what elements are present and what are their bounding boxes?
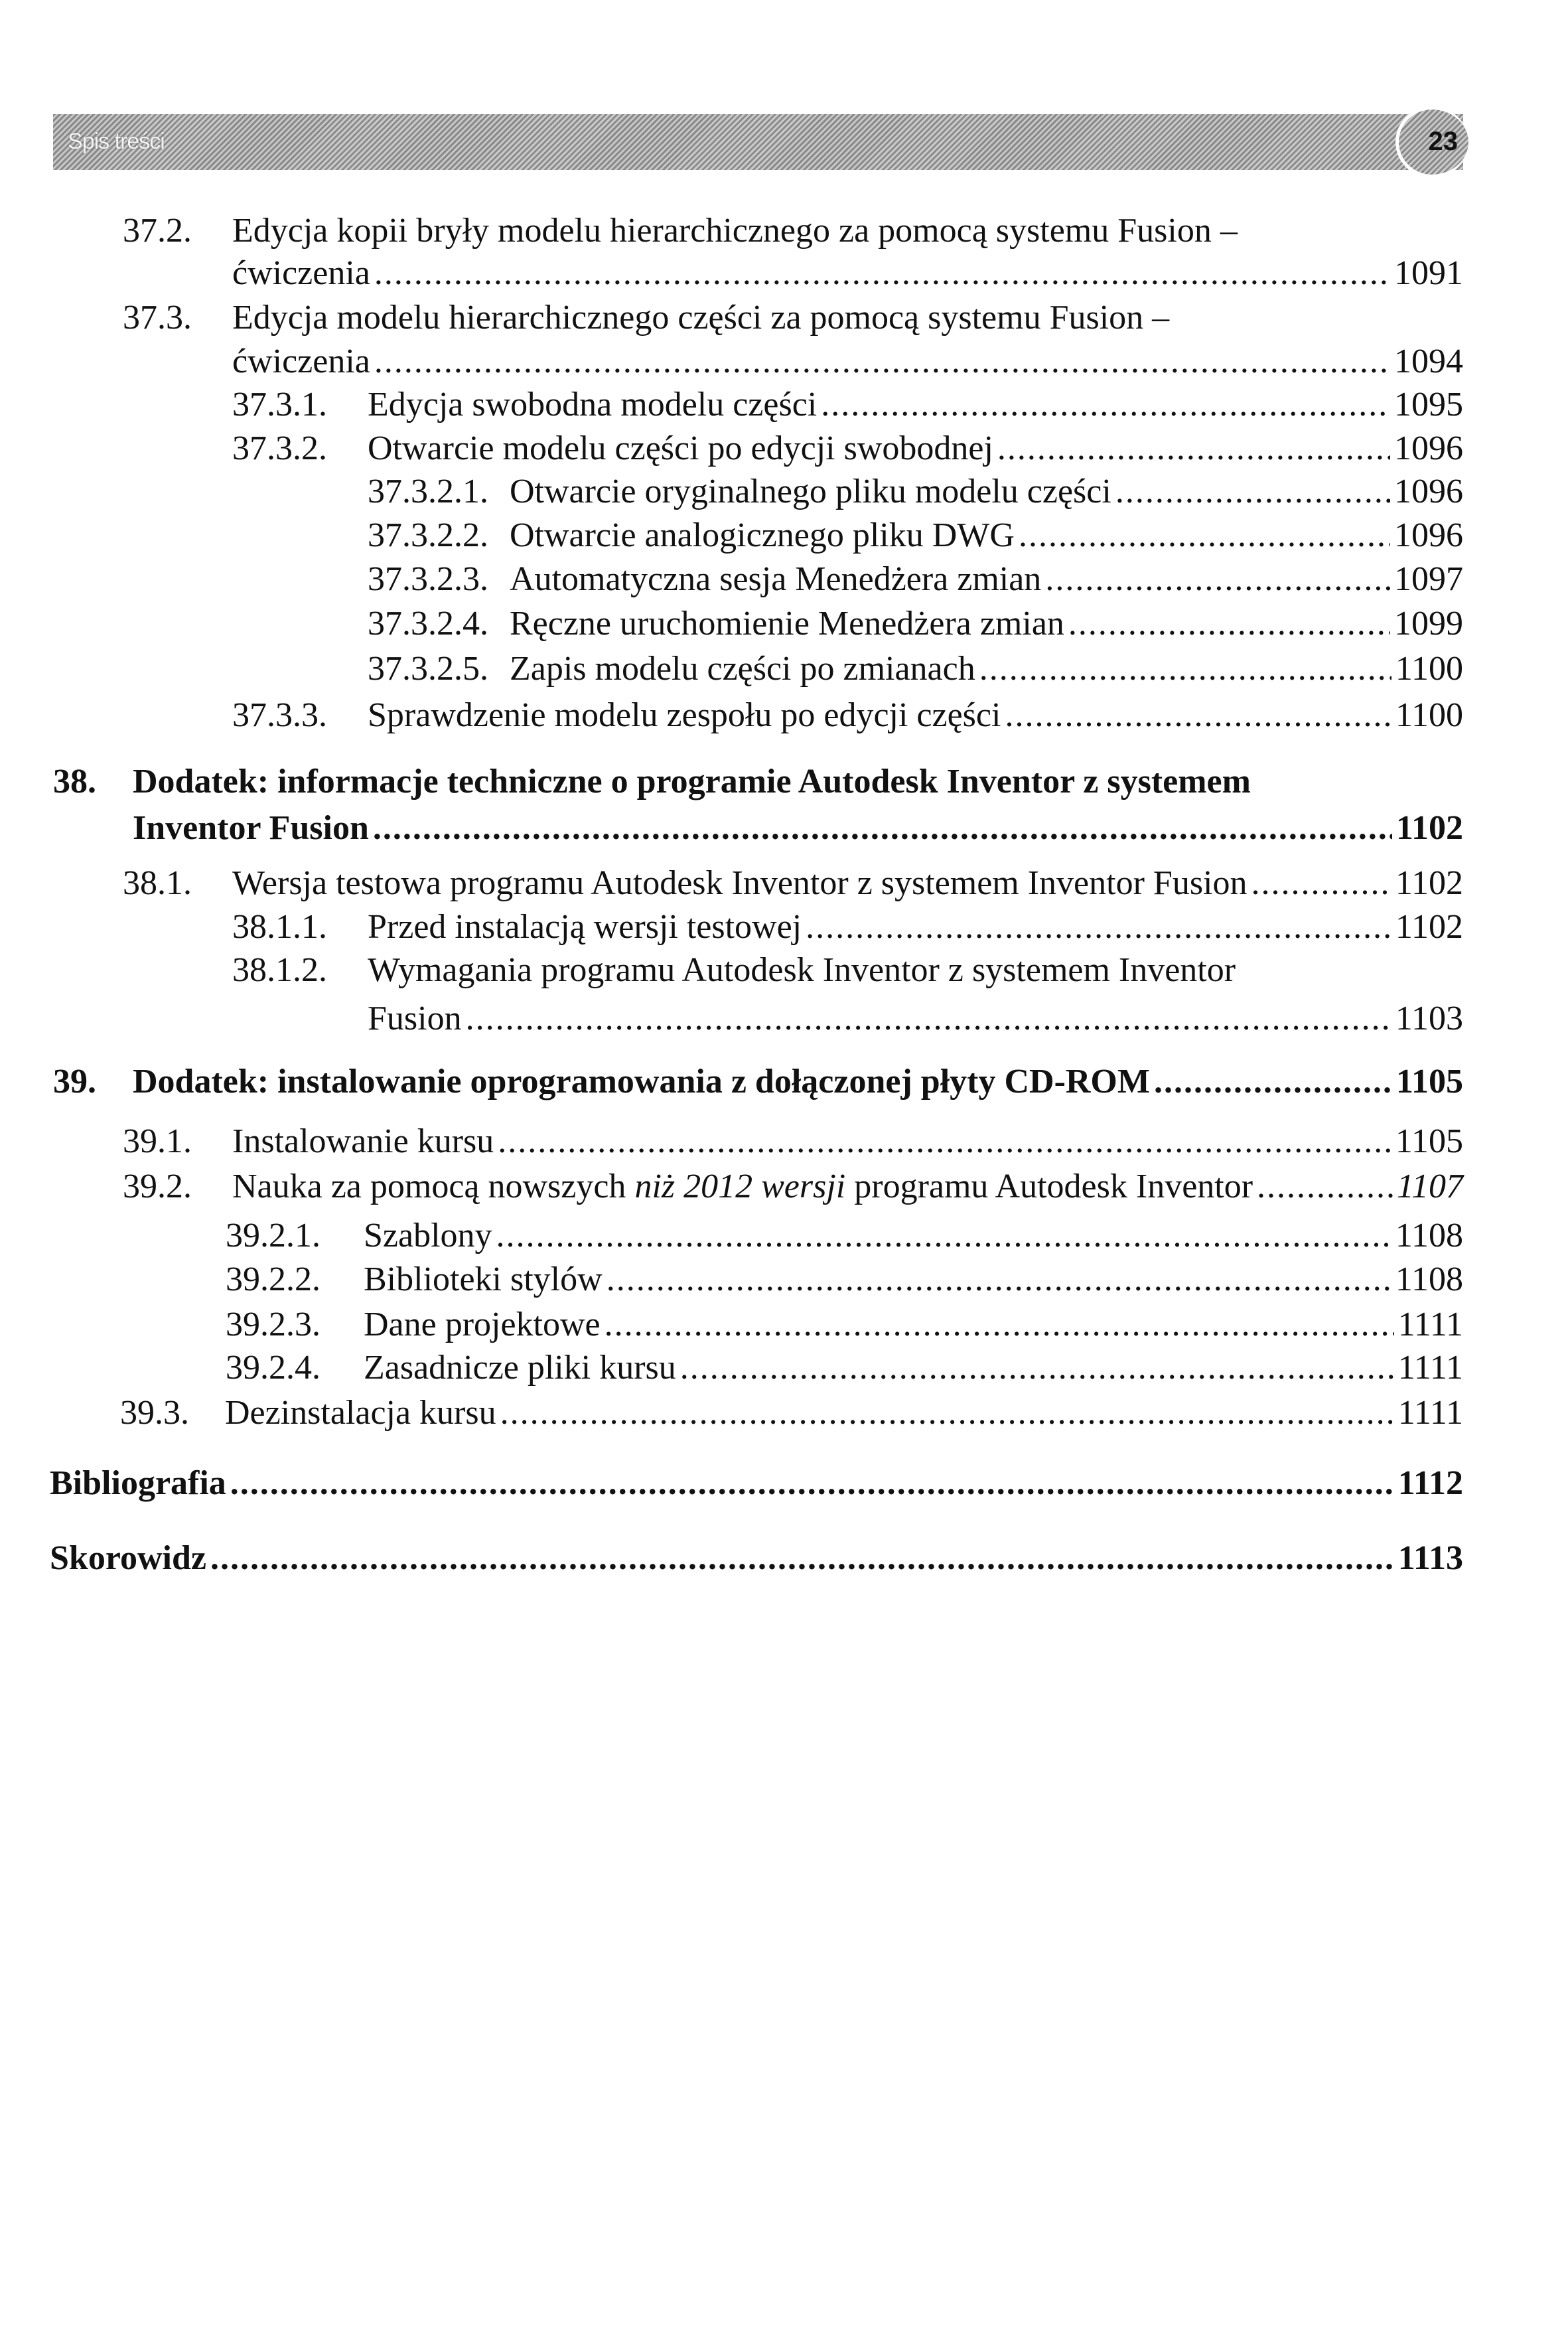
header-section-title: Spis treści (68, 129, 165, 154)
entry-page: 1096 (1394, 429, 1463, 467)
entry-page: 1097 (1394, 560, 1463, 598)
entry-page: 1100 (1395, 650, 1463, 688)
entry-title: Instalowanie kursu (232, 1122, 494, 1160)
entry-title: Zasadnicze pliki kursu (364, 1349, 676, 1387)
entry-number: 38. (53, 763, 96, 800)
entry-page: 1105 (1395, 1122, 1463, 1160)
entry-page: 1105 (1395, 1063, 1463, 1100)
dot-leader (210, 1537, 1394, 1580)
dot-leader (373, 807, 1392, 850)
entry-title: Dezinstalacja kursu (225, 1394, 496, 1432)
entry-number: 39. (53, 1063, 96, 1100)
entry-title-line (510, 514, 1463, 557)
entry-page: 1102 (1395, 809, 1463, 847)
entry-number: 37.3.2.2. (368, 516, 488, 554)
entry-page: 1107 (1396, 1168, 1463, 1205)
entry-title-line (364, 1347, 1463, 1389)
entry-number: 39.2.4. (226, 1349, 321, 1387)
entry-title: Otwarcie modelu części po edycji swobodnej (368, 429, 993, 467)
dot-leader (496, 1215, 1391, 1257)
entry-page: 1096 (1394, 516, 1463, 554)
entry-title: Dodatek: informacje techniczne o programie Autodesk Inventor z systemem (133, 763, 1251, 800)
entry-title-line (364, 1258, 1463, 1301)
entry-title: Skorowidz (50, 1539, 206, 1577)
dot-leader (1154, 1061, 1392, 1103)
dot-leader (1045, 558, 1390, 601)
entry-title-line (368, 949, 1236, 992)
entry-number: 37.3.2.1. (368, 473, 488, 510)
entry-title-segment: niż 2012 wersji (634, 1168, 846, 1205)
entry-title-line (232, 1166, 1463, 1208)
dot-leader (979, 648, 1391, 690)
dot-leader (374, 252, 1390, 295)
entry-title-line (232, 1120, 1463, 1163)
entry-number: 37.3.2.5. (368, 650, 488, 688)
entry-number: 38.1. (123, 864, 192, 902)
entry-page: 1112 (1397, 1464, 1463, 1502)
dot-leader (605, 1304, 1394, 1346)
dot-leader (1019, 514, 1390, 557)
entry-title-line (510, 603, 1463, 645)
entry-title: Szablony (364, 1217, 492, 1254)
dot-leader (374, 341, 1390, 383)
entry-title-line (232, 341, 1463, 383)
dot-leader (680, 1347, 1394, 1389)
dot-leader (1257, 1166, 1393, 1208)
entry-number: 38.1.2. (232, 951, 327, 989)
entry-page: 1096 (1394, 473, 1463, 510)
entry-title-line (510, 558, 1463, 601)
entry-title: ćwiczenia (232, 254, 370, 292)
entry-page: 1100 (1395, 696, 1463, 734)
entry-title-segment: programu Autodesk Inventor (845, 1168, 1253, 1205)
dot-leader (500, 1392, 1394, 1434)
entry-number: 37.3.3. (232, 696, 327, 734)
entry-title-line (232, 862, 1463, 905)
dot-leader (1005, 694, 1391, 737)
entry-title-line (232, 252, 1463, 295)
entry-page: 1091 (1394, 254, 1463, 292)
dot-leader (806, 906, 1391, 948)
entry-page: 1108 (1395, 1217, 1463, 1254)
entry-title-line (368, 906, 1463, 948)
dot-leader (466, 998, 1391, 1040)
entry-number: 38.1.1. (232, 908, 327, 946)
entry-title: Otwarcie oryginalnego pliku modelu części (510, 473, 1111, 510)
entry-number: 37.3. (123, 299, 192, 337)
dot-leader (1251, 862, 1391, 905)
entry-page: 1113 (1397, 1539, 1463, 1577)
entry-title-line (232, 210, 1238, 252)
entry-title-line (368, 384, 1463, 426)
entry-title-line (50, 1537, 1463, 1580)
entry-page: 1102 (1395, 908, 1463, 946)
entry-title-line (368, 427, 1463, 470)
entry-title: ćwiczenia (232, 342, 370, 380)
entry-title-line (50, 1462, 1463, 1505)
entry-title: Inventor Fusion (133, 809, 369, 847)
page-number-badge (1395, 106, 1468, 178)
entry-title-line (133, 761, 1251, 803)
entry-title-line (133, 807, 1463, 850)
entry-number: 37.3.2.4. (368, 605, 488, 643)
entry-title-line (232, 297, 1169, 339)
entry-title: Sprawdzenie modelu zespołu po edycji części (368, 696, 1001, 734)
entry-title-line (133, 1061, 1463, 1103)
entry-page: 1111 (1397, 1349, 1463, 1387)
page-number: 23 (1428, 127, 1458, 156)
entry-title-line (225, 1392, 1463, 1434)
entry-page: 1111 (1397, 1306, 1463, 1343)
entry-page: 1111 (1397, 1394, 1463, 1432)
dot-leader (1115, 471, 1390, 513)
entry-number: 39.2.1. (226, 1217, 321, 1254)
entry-page: 1094 (1394, 342, 1463, 380)
entry-title: Edycja kopii bryły modelu hierarchicznego za pomocą systemu Fusion – (232, 212, 1238, 250)
entry-title-line (364, 1215, 1463, 1257)
dot-leader (1068, 603, 1390, 645)
entry-title-segment: Nauka za pomocą nowszych (232, 1168, 635, 1205)
dot-leader (230, 1462, 1394, 1505)
dot-leader (606, 1258, 1391, 1301)
entry-number: 37.3.2.3. (368, 560, 488, 598)
entry-title: Automatyczna sesja Menedżera zmian (510, 560, 1042, 598)
entry-page: 1099 (1394, 605, 1463, 643)
entry-page: 1108 (1395, 1260, 1463, 1298)
entry-number: 37.2. (123, 212, 192, 250)
entry-number: 39.2.2. (226, 1260, 321, 1298)
entry-page: 1102 (1395, 864, 1463, 902)
entry-number: 39.2. (123, 1168, 192, 1205)
entry-title: Biblioteki stylów (364, 1260, 603, 1298)
entry-title: Przed instalacją wersji testowej (368, 908, 802, 946)
entry-title: Otwarcie analogicznego pliku DWG (510, 516, 1015, 554)
entry-title-line (510, 471, 1463, 513)
entry-title: Dane projektowe (364, 1306, 601, 1343)
entry-title: Edycja swobodna modelu części (368, 386, 818, 423)
entry-number: 39.2.3. (226, 1306, 321, 1343)
entry-title: Bibliografia (50, 1464, 226, 1502)
running-header (53, 114, 1463, 170)
entry-title: Ręczne uruchomienie Menedżera zmian (510, 605, 1064, 643)
entry-number: 37.3.2. (232, 429, 327, 467)
dot-leader (498, 1120, 1391, 1163)
entry-title: Zapis modelu części po zmianach (510, 650, 975, 688)
entry-title: Fusion (368, 1000, 462, 1037)
entry-number: 39.1. (123, 1122, 192, 1160)
entry-title-line (368, 694, 1463, 737)
entry-title: Wymagania programu Autodesk Inventor z systemem Inventor (368, 951, 1236, 989)
dot-leader (997, 427, 1390, 470)
entry-number: 37.3.1. (232, 386, 327, 423)
entry-title-line (364, 1304, 1463, 1346)
entry-title-line (368, 998, 1463, 1040)
entry-title-line (510, 648, 1463, 690)
entry-page: 1103 (1395, 1000, 1463, 1037)
entry-page: 1095 (1394, 386, 1463, 423)
entry-title: Wersja testowa programu Autodesk Inventor z systemem Inventor Fusion (232, 864, 1247, 902)
entry-number: 39.3. (120, 1394, 189, 1432)
entry-title: Edycja modelu hierarchicznego części za pomocą systemu Fusion – (232, 299, 1170, 337)
dot-leader (821, 384, 1390, 426)
entry-title: Dodatek: instalowanie oprogramowania z dołączonej płyty CD-ROM (133, 1063, 1150, 1100)
